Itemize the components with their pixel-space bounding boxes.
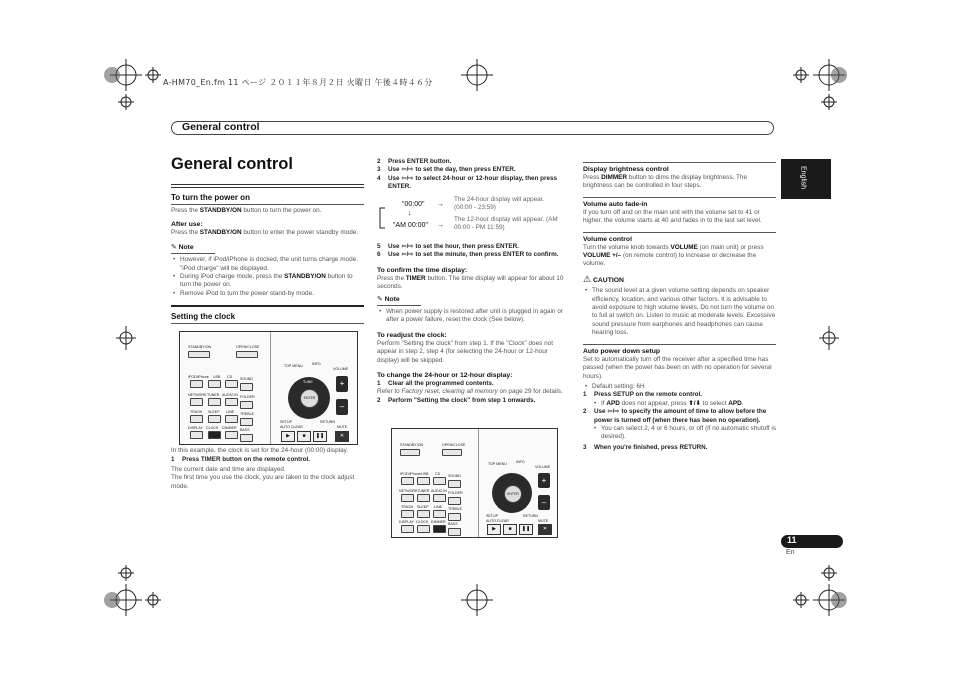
remote-button	[190, 380, 203, 388]
after-use-heading: After use:	[171, 221, 203, 229]
remote-button	[225, 398, 238, 406]
remote-label: iPOD/iPhone	[400, 472, 421, 476]
page-number-box	[781, 535, 843, 548]
remote-label: STANDBY/ON	[400, 443, 424, 447]
language-tab-label: English	[799, 166, 807, 189]
remote-label: TRASH	[401, 505, 414, 509]
clock-rule-thin	[171, 323, 364, 324]
step-1-text: The current date and time are displayed.	[171, 465, 286, 473]
remote-button	[190, 431, 203, 439]
remote-button	[225, 415, 238, 423]
note-bullet: • When power supply is restored after unit is plugged in again or after a power failure, reset the clock (See below).	[377, 308, 570, 325]
title-rule	[171, 184, 364, 188]
apd-step-3: 3 When you're finished, press RETURN.	[583, 443, 708, 451]
enter-button: ENTER	[300, 389, 319, 408]
remote-label: RETURN	[523, 514, 538, 518]
remote-label: BASS	[240, 428, 250, 432]
remote-button	[190, 398, 203, 406]
flow-down-icon: ↓	[408, 210, 412, 217]
remote-label: OPEN/CLOSE	[236, 345, 260, 349]
stop-icon: ■	[503, 524, 517, 535]
mute-icon: ✕	[335, 431, 349, 442]
step-3: 3 Use ⇦/⇨ to set the day, then press ENTER.	[377, 166, 516, 174]
remote-label: SETUP	[486, 514, 498, 518]
remote-button	[401, 494, 414, 502]
step-4: 4 Use ⇦/⇨ to select 24-hour or 12-hour display, then press ENTER.	[377, 174, 557, 191]
remote-button	[442, 449, 462, 456]
apd-default: • Default setting: 6H	[583, 383, 776, 391]
remote-button	[448, 480, 461, 488]
page-lang: En	[786, 549, 795, 556]
remote-illustration	[391, 428, 558, 538]
confirm-text: Press the TIMER button. The time display will appear for about 10 seconds.	[377, 274, 564, 291]
remote-label: DISPLAY	[188, 426, 203, 430]
remote-button	[417, 494, 430, 502]
remote-label: SOUND	[240, 377, 253, 381]
remote-button	[448, 497, 461, 505]
flow-arrow-icon: →	[437, 222, 444, 229]
remote-label: TUNE	[303, 380, 313, 384]
language-tab	[781, 159, 831, 199]
remote-button	[400, 449, 420, 456]
confirm-heading: To confirm the time display:	[377, 266, 468, 274]
apd-step-2: 2 Use ⇦/⇨ to specify the amount of time to allow before the power is turned off (when there has been no operation).	[583, 408, 767, 424]
remote-button	[240, 418, 253, 426]
remote-label: SETUP	[280, 420, 292, 424]
remote-label: BASS	[448, 522, 458, 526]
power-text: Press the STANDBY/ON button to turn the power on.	[171, 207, 322, 214]
remote-label: CD	[227, 375, 233, 379]
page-number: 11	[787, 535, 797, 545]
fade-heading: Volume auto fade-in	[583, 200, 648, 208]
remote-label: AUDIO IN	[222, 393, 238, 397]
remote-label: SOUND	[448, 474, 461, 478]
remote-divider	[270, 332, 271, 444]
column-1-lower	[171, 447, 364, 491]
remote-button	[236, 351, 258, 358]
column-1	[171, 154, 364, 324]
remote-label: CD	[435, 472, 441, 476]
flow-arrow-icon: →	[437, 201, 444, 208]
remote-label: RETURN	[320, 420, 335, 424]
note-bullet: • However, if iPod/iPhone is docked, the unit turns charge mode. "iPod charge" will be displayed.	[171, 256, 364, 273]
remote-label: USB	[213, 375, 221, 379]
change-step-1: 1 Clear all the programmed contents.	[377, 380, 494, 388]
step-5: 5 Use ⇦/⇨ to set the hour, then press ENTER.	[377, 243, 519, 250]
step-1-text-2: The first time you use the clock, you are taken to the clock adjust mode.	[171, 474, 355, 490]
volume-text: Turn the volume knob towards VOLUME (on main unit) or press VOLUME +/– (on remote control) to increase or decrease the volume.	[583, 243, 764, 268]
fade-rule	[583, 197, 776, 198]
remote-label: MUTE	[337, 425, 348, 429]
apd-step-1-bullet: • If APD does not appear, press ⬆/⬇ to select APD.	[592, 400, 776, 408]
apd-heading: Auto power down setup	[583, 347, 661, 355]
clock-example: In this example, the clock is set for the 24-hour (00:00) display.	[171, 447, 349, 454]
warning-icon: ⚠	[583, 273, 592, 284]
remote-button	[188, 351, 210, 358]
remote-label: TUNER	[417, 489, 430, 493]
remote-button	[448, 513, 461, 521]
flow-12h: "AM 00:00"	[393, 222, 428, 229]
volume-minus-icon: –	[336, 399, 348, 415]
flow-24h: "00:00"	[402, 201, 425, 208]
remote-label: TUNER	[207, 393, 220, 397]
note-heading: ✎ Note	[171, 244, 215, 254]
remote-label: STANDBY/ON	[188, 345, 212, 349]
remote-label: LINE	[434, 505, 442, 509]
flow-24h-desc: The 24-hour display will appear. (00:00 - 23:59)	[454, 196, 545, 212]
remote-label: TREBLE	[448, 507, 462, 511]
page-title: General control	[171, 155, 293, 173]
change-step-1-text: Refer to Factory reset, clearing all memory on page 29 for details.	[377, 388, 563, 396]
apd-rule	[583, 344, 776, 345]
apd-text: Set to automatically turn off the receiver after a specified time has passed (when the power has been on with no operation for several hours).	[583, 355, 772, 380]
remote-button	[433, 525, 446, 533]
step-2: 2 Press ENTER button.	[377, 158, 452, 165]
column-2-mid	[377, 243, 570, 405]
remote-button	[401, 477, 414, 485]
step-6: 6 Use ⇦/⇨ to set the minute, then press ENTER to confirm.	[377, 251, 559, 259]
remote-label: CLOCK	[206, 426, 219, 430]
remote-label: SLEEP	[417, 505, 429, 509]
remote-button	[240, 401, 253, 409]
remote-button	[208, 415, 221, 423]
remote-divider	[478, 429, 479, 537]
remote-label: NETWORK	[188, 393, 207, 397]
remote-button	[208, 431, 221, 439]
remote-button	[208, 380, 221, 388]
volume-rule	[583, 232, 776, 233]
remote-button	[225, 380, 238, 388]
power-rule	[171, 204, 364, 205]
note-bullet: • During iPod charge mode, press the STANDBY/ON button to turn the power on.	[171, 273, 364, 290]
remote-illustration	[179, 331, 358, 445]
remote-label: LINE	[226, 410, 234, 414]
remote-label: DISPLAY	[399, 520, 414, 524]
volume-plus-icon: +	[538, 473, 550, 488]
remote-label: iPOD/iPhone	[188, 375, 209, 379]
remote-button	[417, 525, 430, 533]
remote-button	[417, 510, 430, 518]
remote-label: USB	[421, 472, 429, 476]
remote-label: TOP MENU	[488, 462, 507, 466]
remote-button	[433, 494, 446, 502]
remote-button	[417, 477, 430, 485]
pause-icon: ❚❚	[519, 524, 533, 535]
volume-heading: Volume control	[583, 235, 632, 243]
dimmer-text: Press DIMMER button to dims the display brightness. The brightness can be controlled in four steps.	[583, 174, 747, 190]
change-step-2: 2 Perform "Setting the clock" from step 1 onwards.	[377, 396, 536, 404]
remote-label: INFO	[312, 362, 321, 366]
power-heading: To turn the power on	[171, 193, 250, 202]
fade-text: If you turn off and on the main unit with the volume set to 41 or higher, the volume starts at 40 and fades in to the last set level.	[583, 208, 762, 225]
remote-label: TRASH	[190, 410, 203, 414]
pause-icon: ❚❚	[313, 431, 327, 442]
running-header-title: General control	[182, 121, 260, 133]
remote-label: OPEN/CLOSE	[442, 443, 466, 447]
remote-button	[433, 477, 446, 485]
stop-icon: ■	[297, 431, 311, 442]
remote-label: MUTE	[538, 519, 549, 523]
remote-button	[433, 510, 446, 518]
change-heading: To change the 24-hour or 12-hour display:	[377, 372, 513, 380]
remote-button	[401, 525, 414, 533]
remote-label: VOLUME	[333, 367, 349, 371]
flow-12h-desc: The 12-hour display will appear. (AM 00:00 - PM 11:59)	[454, 216, 558, 232]
dimmer-rule	[583, 162, 776, 163]
caution-bullet: • The sound level at a given volume setting depends on speaker efficiency, location, and various other factors. It is advisable to avoid exposure to high volume levels. Do not turn the volume on to full at switch on. Listen to music at moderate levels. Excessive sound pressure from earphones and headphones can cause hearing loss.	[583, 287, 776, 337]
column-2	[377, 158, 570, 192]
remote-label: SLEEP	[208, 410, 220, 414]
remote-label: TOP MENU	[284, 364, 303, 368]
dimmer-heading: Display brightness control	[583, 166, 669, 173]
volume-minus-icon: –	[538, 495, 550, 510]
remote-label: NETWORK	[399, 489, 418, 493]
note-heading: ✎ Note	[377, 296, 421, 306]
remote-button	[240, 383, 253, 391]
file-info: A-HM70_En.fm 11 ページ ２０１１年８月２日 火曜日 午後４時４６分	[163, 78, 433, 87]
column-3	[583, 162, 776, 452]
remote-label: DIMMER	[431, 520, 446, 524]
remote-label: AUDIO IN	[431, 489, 447, 493]
play-icon: ▶	[281, 431, 295, 442]
remote-button	[240, 434, 253, 442]
enter-button: ENTER	[504, 485, 522, 503]
remote-button	[208, 398, 221, 406]
mute-icon: ✕	[538, 524, 552, 535]
remote-button	[401, 510, 414, 518]
caution-heading: ⚠ CAUTION	[583, 273, 624, 284]
apd-step-2-bullet: • You can select 2, 4 or 6 hours, or off (if no automatic shutoff is desired).	[592, 425, 776, 442]
remote-button	[225, 431, 238, 439]
clock-rule	[171, 305, 364, 307]
volume-plus-icon: +	[336, 376, 348, 392]
remote-label: AUTO CLEAR	[486, 519, 509, 523]
remote-label: DIMMER	[222, 426, 237, 430]
play-icon: ▶	[487, 524, 501, 535]
clock-heading: Setting the clock	[171, 312, 236, 322]
apd-step-1: 1 Press SETUP on the remote control.	[583, 391, 703, 399]
readjust-heading: To readjust the clock:	[377, 331, 447, 339]
remote-label: INFO	[516, 460, 525, 464]
remote-label: AUTO CLEAR	[280, 425, 303, 429]
step-1: 1 Press TIMER button on the remote control.	[171, 456, 311, 464]
remote-label: CLOCK	[416, 520, 429, 524]
remote-label: FOLDER	[240, 395, 255, 399]
remote-label: TREBLE	[240, 412, 254, 416]
remote-label: FOLDER	[448, 491, 463, 495]
remote-label: VOLUME	[535, 465, 551, 469]
remote-button	[448, 528, 461, 536]
remote-button	[190, 415, 203, 423]
readjust-text: Perform "Setting the clock" from step 1. If the "Clock" does not appear in step 2, step 4 (for selecting the 24-hour or 12-hour display) will be skipped.	[377, 339, 554, 364]
running-header	[171, 121, 774, 135]
after-use-text: Press the STANDBY/ON button to enter the power standby mode.	[171, 229, 359, 237]
note-bullet: • Remove iPod to turn the power stand-by mode.	[171, 290, 364, 298]
